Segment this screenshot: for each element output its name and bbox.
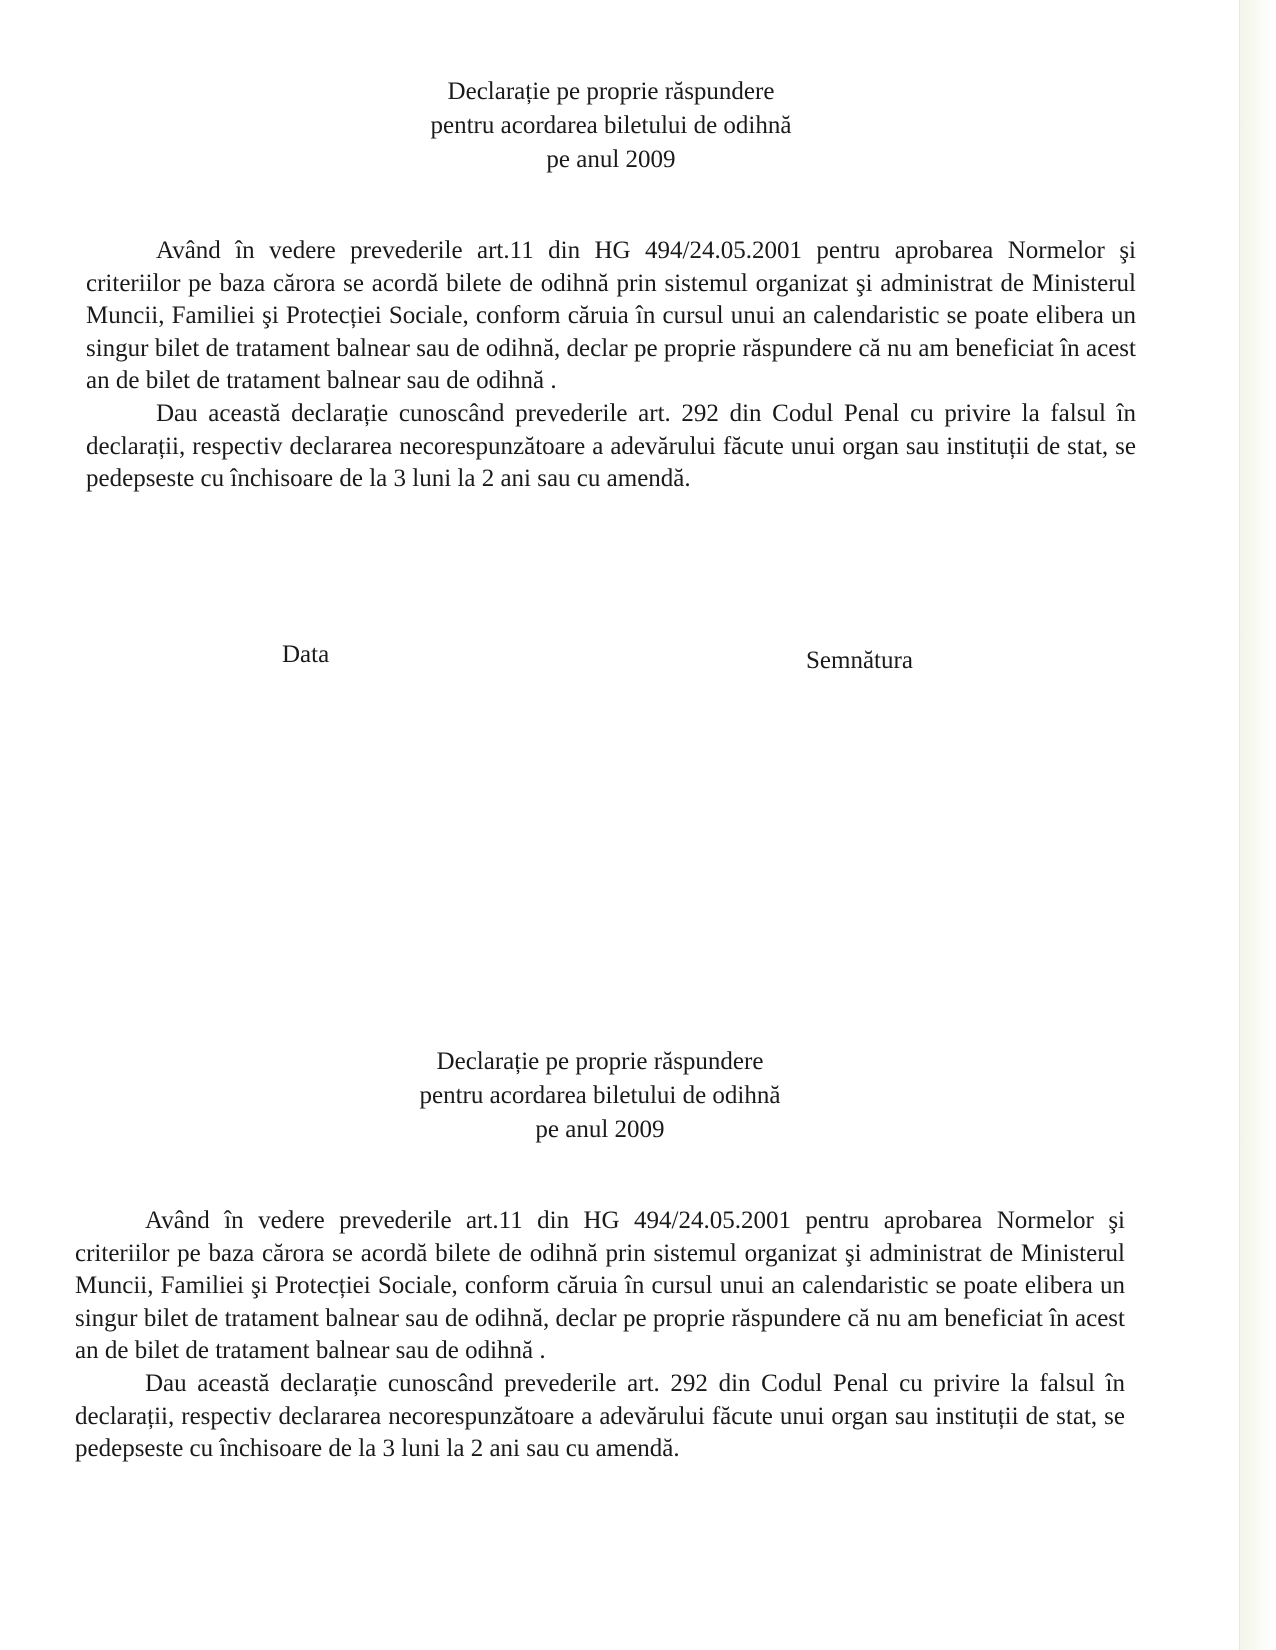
date-label: Data	[282, 641, 330, 668]
title-line-3: pe anul 2009	[535, 1116, 665, 1143]
declaration-paragraph-2: Dau această declarație cunoscând prevederile art. 292 din Codul Penal cu privire la falsul în declarații, respectiv declararea necorespunzătoare a adevărului făcute unui organ sau instituții de stat, se pedepseste cu închisoare de la 3 luni la 2 ani sau cu amendă.	[86, 399, 1136, 493]
signature-label: Semnătura	[806, 647, 913, 674]
declaration-2	[75, 1045, 1125, 1466]
declaration-paragraph-1: Având în vedere prevederile art.11 din HG 494/24.05.2001 pentru aprobarea Normelor şi criteriilor pe baza cărora se acordă bilete de odihnă prin sistemul organizat şi administrat de Ministerul Muncii, Familiei şi Protecției Sociale, conform căruia în cursul unui an calendaristic se poate elibera un singur bilet de tratament balnear sau de odihnă, declar pe proprie răspundere că nu am beneficiat în acest an de bilet de tratament balnear sau de odihnă .	[86, 237, 1136, 395]
scan-edge-shadow	[1239, 0, 1276, 1650]
title-line-2: pentru acordarea biletului de odihnă	[430, 112, 792, 139]
declaration-paragraph-1: Având în vedere prevederile art.11 din HG 494/24.05.2001 pentru aprobarea Normelor şi criteriilor pe baza cărora se acordă bilete de odihnă prin sistemul organizat şi administrat de Ministerul Muncii, Familiei şi Protecției Sociale, conform căruia în cursul unui an calendaristic se poate elibera un singur bilet de tratament balnear sau de odihnă, declar pe proprie răspundere că nu am beneficiat în acest an de bilet de tratament balnear sau de odihnă .	[75, 1207, 1125, 1365]
declaration-paragraph-2: Dau această declarație cunoscând prevederile art. 292 din Codul Penal cu privire la falsul în declarații, respectiv declararea necorespunzătoare a adevărului făcute unui organ sau instituții de stat, se pedepseste cu închisoare de la 3 luni la 2 ani sau cu amendă.	[75, 1369, 1125, 1463]
title-line-1: Declarație pe proprie răspundere	[436, 1048, 764, 1075]
declaration-title	[75, 1045, 1125, 1147]
declaration-1	[86, 75, 1136, 674]
title-line-2: pentru acordarea biletului de odihnă	[419, 1082, 781, 1109]
title-line-3: pe anul 2009	[546, 146, 676, 173]
declaration-title	[86, 75, 1136, 177]
title-line-1: Declarație pe proprie răspundere	[447, 78, 775, 105]
